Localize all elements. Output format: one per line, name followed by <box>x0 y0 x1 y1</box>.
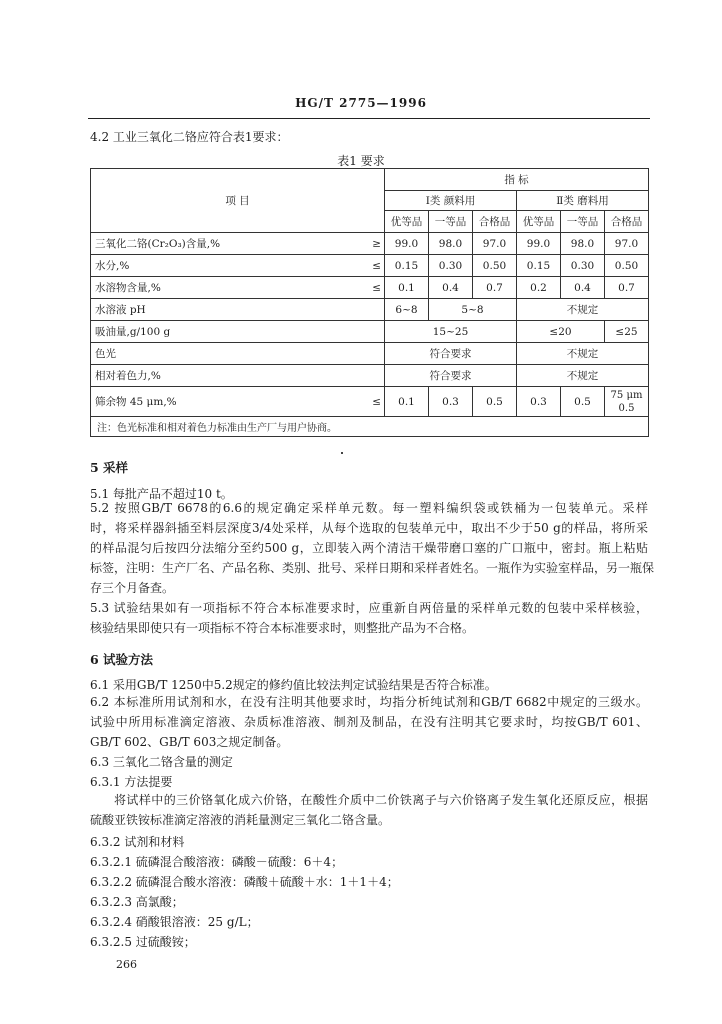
table-row <box>91 387 649 417</box>
cell-value: 98.0 <box>561 233 605 255</box>
row-label: 三氧化二铬(Cr₂O₃)含量,% <box>91 233 347 255</box>
cell-value: 0.7 <box>473 277 517 299</box>
clause-4-2: 4.2 工业三氧化二铬应符合表1要求： <box>90 130 289 144</box>
cell-value: 0.3 <box>517 387 561 417</box>
row-label: 筛余物 45 μm,% <box>91 387 347 417</box>
paragraph-line: 标签，注明：生产厂名、产品名称、类别、批号、采样日期和采样者姓名。一瓶作为实验室样品，另一瓶保 <box>90 561 655 575</box>
cell-value: 0.30 <box>429 255 473 277</box>
grade-header: 一等品 <box>561 211 605 233</box>
section-6-title: 6 试验方法 <box>90 652 154 667</box>
table-note: 注：色光标准和相对着色力标准由生产厂与用户协商。 <box>91 417 649 437</box>
row-operator: ≤ <box>347 255 385 277</box>
cell-value: 0.50 <box>473 255 517 277</box>
cell-value: 0.50 <box>605 255 649 277</box>
header-item-cell: 项 目 <box>91 169 385 233</box>
clause-5-1: 5.1 每批产品不超过10 t。 <box>90 487 233 501</box>
table-row <box>91 233 649 255</box>
reagent-item: 6.3.2.1 硫磷混合酸溶液：磷酸－硫酸：6＋4； <box>90 855 344 869</box>
header-class2: Ⅱ类 磨料用 <box>517 191 649 211</box>
cell-value: 符合要求 <box>385 343 517 365</box>
clause-6-3-2: 6.3.2 试剂和材料 <box>90 835 185 849</box>
row-operator: ≤ <box>347 277 385 299</box>
reagent-item: 6.3.2.4 硝酸银溶液：25 g/L； <box>90 915 259 929</box>
cell-value: 0.1 <box>385 387 429 417</box>
table-row <box>91 255 649 277</box>
cell-value: 15~25 <box>385 321 517 343</box>
cell-value: 5~8 <box>429 299 517 321</box>
cell-value: 0.15 <box>517 255 561 277</box>
row-label: 水溶物含量,% <box>91 277 347 299</box>
reagent-item: 6.3.2.2 硫磷混合酸水溶液：磷酸＋硫酸＋水：1＋1＋4； <box>90 875 399 889</box>
cell-value: 97.0 <box>605 233 649 255</box>
clause-6-3-1: 6.3.1 方法提要 <box>90 775 173 789</box>
cell-value: 不规定 <box>517 343 649 365</box>
cell-value: 0.4 <box>561 277 605 299</box>
paragraph-line: 硫酸亚铁铵标准滴定溶液的消耗量测定三氧化二铬含量。 <box>90 813 391 827</box>
table-row <box>91 321 649 343</box>
row-label: 水分,% <box>91 255 347 277</box>
cell-value: 99.0 <box>385 233 429 255</box>
row-label: 吸油量,g/100 g <box>91 321 347 343</box>
paragraph-line: GB/T 602、GB/T 603之规定制备。 <box>90 735 289 749</box>
cell-value: 0.5 <box>561 387 605 417</box>
row-operator <box>347 343 385 365</box>
standard-header: HG/T 2775—1996 <box>295 96 427 110</box>
requirements-table <box>90 168 649 437</box>
cell-value: 符合要求 <box>385 365 517 387</box>
cell-value: 97.0 <box>473 233 517 255</box>
cell-value: 6~8 <box>385 299 429 321</box>
sieve-75um-label: 75 μm <box>610 389 643 401</box>
clause-6-2 <box>90 692 648 752</box>
row-label: 水溶液 pH <box>91 299 347 321</box>
cell-value: 99.0 <box>517 233 561 255</box>
paragraph-line: 试验中所用标准滴定溶液、杂质标准溶液、制剂及制品，在没有注明其它要求时，均按GB/T 601、 <box>90 715 648 729</box>
paragraph-line: 核验结果即使只有一项指标不符合本标准要求时，则整批产品为不合格。 <box>90 621 475 635</box>
paragraph-line: 的样品混匀后按四分法缩分至约500 g，立即装入两个清洁干燥带磨口塞的广口瓶中，密封。瓶上粘贴 <box>90 541 648 555</box>
grade-header: 合格品 <box>473 211 517 233</box>
grade-header: 优等品 <box>517 211 561 233</box>
cell-value: 0.4 <box>429 277 473 299</box>
clause-6-1: 6.1 采用GB/T 1250中5.2规定的修约值比较法判定试验结果是否符合标准。 <box>90 678 497 692</box>
cell-value: 0.15 <box>385 255 429 277</box>
reagent-item: 6.3.2.5 过硫酸铵； <box>90 935 196 949</box>
cell-value: 0.7 <box>605 277 649 299</box>
cell-value: 不规定 <box>517 365 649 387</box>
grade-header: 优等品 <box>385 211 429 233</box>
row-operator: ≤ <box>347 387 385 417</box>
cell-value: 不规定 <box>517 299 649 321</box>
stray-mark <box>341 452 343 454</box>
table-row <box>91 277 649 299</box>
sieve-75um-value: 0.5 <box>618 402 635 414</box>
row-label: 色光 <box>91 343 347 365</box>
paragraph-line: 5.2 按照GB/T 6678的6.6的规定确定采样单元数。每一塑料编织袋或铁桶为一包装单元。采样 <box>90 501 648 515</box>
cell-value: 0.2 <box>517 277 561 299</box>
row-operator: ≥ <box>347 233 385 255</box>
header-rule <box>88 118 650 119</box>
grade-header: 一等品 <box>429 211 473 233</box>
header-index-cell: 指 标 <box>385 169 649 191</box>
clause-5-3 <box>90 598 648 638</box>
paragraph-line: 存三个月备查。 <box>90 581 175 595</box>
paragraph-line: 将试样中的三价铬氧化成六价铬，在酸性介质中二价铁离子与六价铬离子发生氧化还原反应，根据 <box>114 793 648 807</box>
paragraph-line: 6.2 本标准所用试剂和水，在没有注明其他要求时，均指分析纯试剂和GB/T 6682中规定的三级水。 <box>90 695 648 709</box>
table-row <box>91 365 649 387</box>
cell-value: ≤25 <box>605 321 649 343</box>
paragraph-line: 5.3 试验结果如有一项指标不符合本标准要求时，应重新自两倍量的采样单元数的包装中采样核验， <box>90 601 648 615</box>
reagent-item: 6.3.2.3 高氯酸； <box>90 895 184 909</box>
row-operator <box>347 299 385 321</box>
cell-value <box>605 387 649 417</box>
table-caption: 表1 要求 <box>337 154 385 168</box>
cell-value: 0.3 <box>429 387 473 417</box>
clause-5-2 <box>90 498 655 598</box>
row-operator <box>347 321 385 343</box>
cell-value: 0.1 <box>385 277 429 299</box>
row-label: 相对着色力,% <box>91 365 347 387</box>
page-number: 266 <box>116 958 137 971</box>
cell-value: 0.30 <box>561 255 605 277</box>
section-5-title: 5 采样 <box>90 460 129 475</box>
cell-value: ≤20 <box>517 321 605 343</box>
cell-value: 98.0 <box>429 233 473 255</box>
paragraph-line: 时，将采样器斜插至料层深度3/4处采样，从每个选取的包装单元中，取出不少于50 g的样品，将所采 <box>90 521 648 535</box>
cell-value: 0.5 <box>473 387 517 417</box>
clause-6-3: 6.3 三氧化二铬含量的测定 <box>90 755 233 769</box>
table-row <box>91 343 649 365</box>
header-class1: Ⅰ类 颜料用 <box>385 191 517 211</box>
method-summary <box>90 790 648 830</box>
row-operator <box>347 365 385 387</box>
grade-header: 合格品 <box>605 211 649 233</box>
table-row <box>91 299 649 321</box>
